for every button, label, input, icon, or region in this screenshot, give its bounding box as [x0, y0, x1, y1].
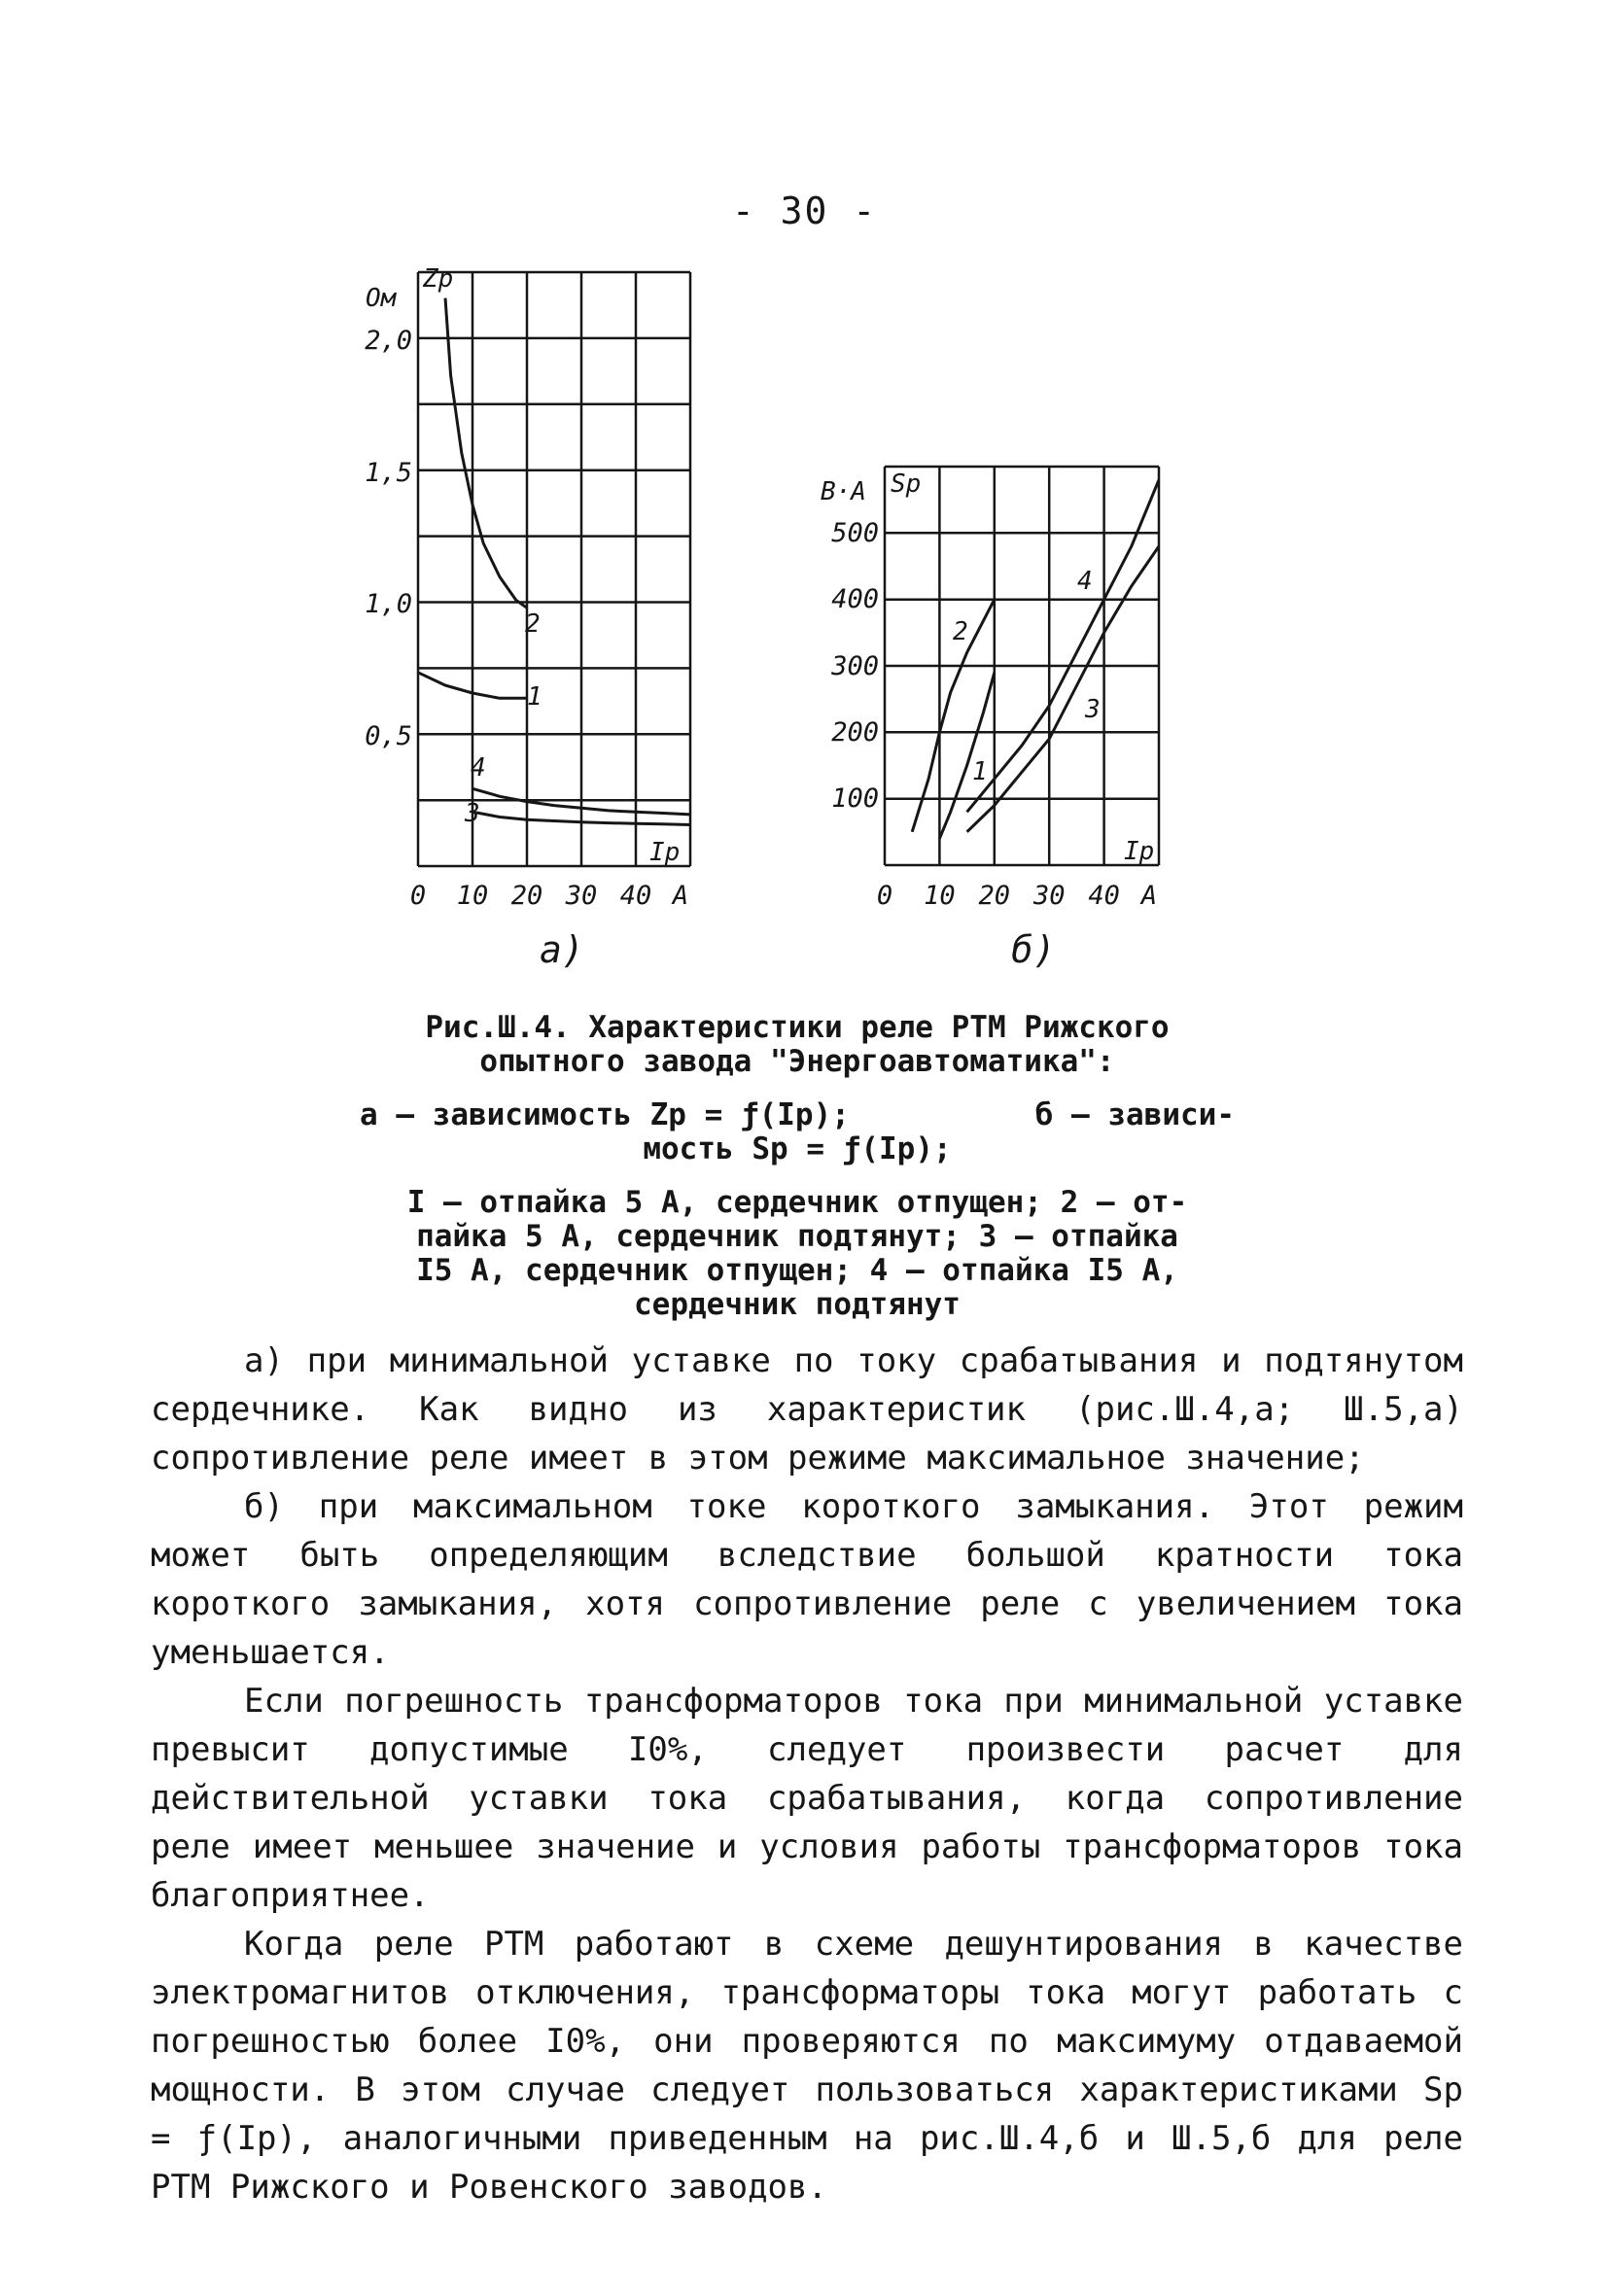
chart-b-curve-label-4: 4	[1077, 567, 1093, 596]
chart-a-x-tick: 20	[510, 881, 543, 911]
body-paragraph: Если погрешность трансформаторов тока при минимальной уставке превысит допустимые I0%, следует произвести расчет для действительной уставки тока срабатывания, когда сопротивление реле имеет меньшее значение и условия работы трансформаторов тока благоприятнее.	[151, 1682, 1463, 1915]
chart-b-y-tick: 100	[831, 783, 879, 814]
chart-b-curve-3	[967, 546, 1159, 832]
chart-b-y-unit: В·А	[821, 477, 866, 506]
chart-b	[807, 457, 1176, 972]
chart-b-y-tick: 500	[831, 518, 879, 548]
body-text	[151, 1337, 1463, 2211]
chart-a-y-symbol: Zр	[423, 264, 454, 294]
caption-b-part: б – зависи-	[1034, 1097, 1235, 1132]
chart-a-y-tick: 0,5	[365, 721, 412, 751]
page-number: - 30 -	[731, 190, 878, 232]
chart-b-x-ticks	[877, 881, 1120, 911]
body-paragraph: б) при максимальном токе короткого замыкания. Этот режим может быть определяющим вследствие большой кратности тока короткого замыкания, хотя сопротивление реле с увеличением тока уменьшается.	[151, 1487, 1463, 1672]
figure-caption	[350, 1011, 1244, 1322]
chart-a-y-tick: 1,0	[365, 589, 412, 619]
chart-a-curve-label-4: 4	[471, 753, 486, 783]
chart-b-x-tick: 40	[1088, 881, 1120, 911]
chart-b-x-tick: 10	[924, 881, 956, 911]
chart-a-x-symbol: Iр	[649, 838, 681, 867]
chart-a-y-ticks	[365, 326, 412, 751]
chart-a-curve-label-3: 3	[465, 799, 480, 828]
chart-b-y-tick: 200	[831, 717, 879, 748]
chart-b-curve-label-2: 2	[953, 617, 968, 646]
chart-b-y-tick: 400	[831, 584, 879, 614]
caption-legend-line: сердечник подтянут	[634, 1287, 961, 1322]
chart-b-curve-4	[967, 480, 1159, 813]
chart-a-y-unit: Ом	[366, 284, 397, 313]
body-paragraph: Когда реле РТМ работают в схеме дешунтирования в качестве электромагнитов отключения, трансформаторы тока могут работать с погрешностью более I0%, они проверяются по максимуму отдаваемой мощности. В этом случае следует пользоваться характеристиками Sр = ƒ(Iр), аналогичными приведенным на рис.Ш.4,б и Ш.5,б для реле РТМ Рижского и Ровенского заводов.	[151, 1925, 1463, 2207]
chart-a-curve-label-2: 2	[525, 609, 541, 639]
chart-a-x-tick: 0	[409, 881, 427, 911]
chart-a-sublabel: а)	[540, 928, 584, 971]
chart-b-sublabel: б)	[1011, 928, 1056, 971]
caption-legend-line: I – отпайка 5 А, сердечник отпущен; 2 – от-	[406, 1185, 1188, 1220]
caption-ab-line-2: мость Sр = ƒ(Iр);	[643, 1131, 952, 1166]
chart-b-curve-label-1: 1	[972, 757, 988, 786]
chart-b-x-unit: А	[1140, 881, 1158, 911]
caption-title-line-2: опытного завода "Энергоавтоматика":	[479, 1044, 1115, 1079]
chart-b-y-symbol: Sр	[891, 470, 922, 499]
caption-title-line-1: Рис.Ш.4. Характеристики реле РТМ Рижского	[425, 1010, 1170, 1045]
chart-a	[340, 248, 749, 971]
caption-legend-line: пайка 5 А, сердечник подтянут; 3 – отпайка	[416, 1219, 1178, 1254]
chart-a-y-tick: 2,0	[365, 326, 412, 356]
chart-b-x-tick: 20	[978, 881, 1011, 911]
caption-ab-row	[350, 1098, 1244, 1132]
chart-a-x-tick: 40	[619, 881, 652, 911]
caption-legend-line: I5 А, сердечник отпущен; 4 – отпайка I5 А,	[416, 1253, 1178, 1288]
chart-b-x-tick: 0	[876, 881, 893, 911]
chart-a-y-tick: 1,5	[365, 458, 412, 488]
body-paragraph: а) при минимальной уставке по току срабатывания и подтянутом сердечнике. Как видно из характеристик (рис.Ш.4,а; Ш.5,а) сопротивление реле имеет в этом режиме максимальное значение;	[151, 1341, 1463, 1478]
chart-b-y-tick: 300	[831, 651, 879, 681]
chart-b-x-tick: 30	[1032, 881, 1066, 911]
chart-b-curve-label-3: 3	[1085, 695, 1101, 724]
chart-a-curve-label-1: 1	[527, 682, 542, 712]
chart-b-grid	[885, 467, 1159, 865]
chart-a-x-ticks	[410, 881, 651, 911]
chart-a-curve-2	[445, 298, 527, 609]
chart-a-x-tick: 30	[565, 881, 598, 911]
chart-b-y-ticks	[830, 518, 879, 814]
caption-a-part: а – зависимость Zр = ƒ(Iр);	[360, 1097, 850, 1132]
chart-a-grid	[418, 272, 690, 866]
chart-a-x-unit: А	[672, 881, 689, 911]
chart-b-x-symbol: Iр	[1124, 837, 1155, 866]
chart-a-x-tick: 10	[456, 881, 489, 911]
